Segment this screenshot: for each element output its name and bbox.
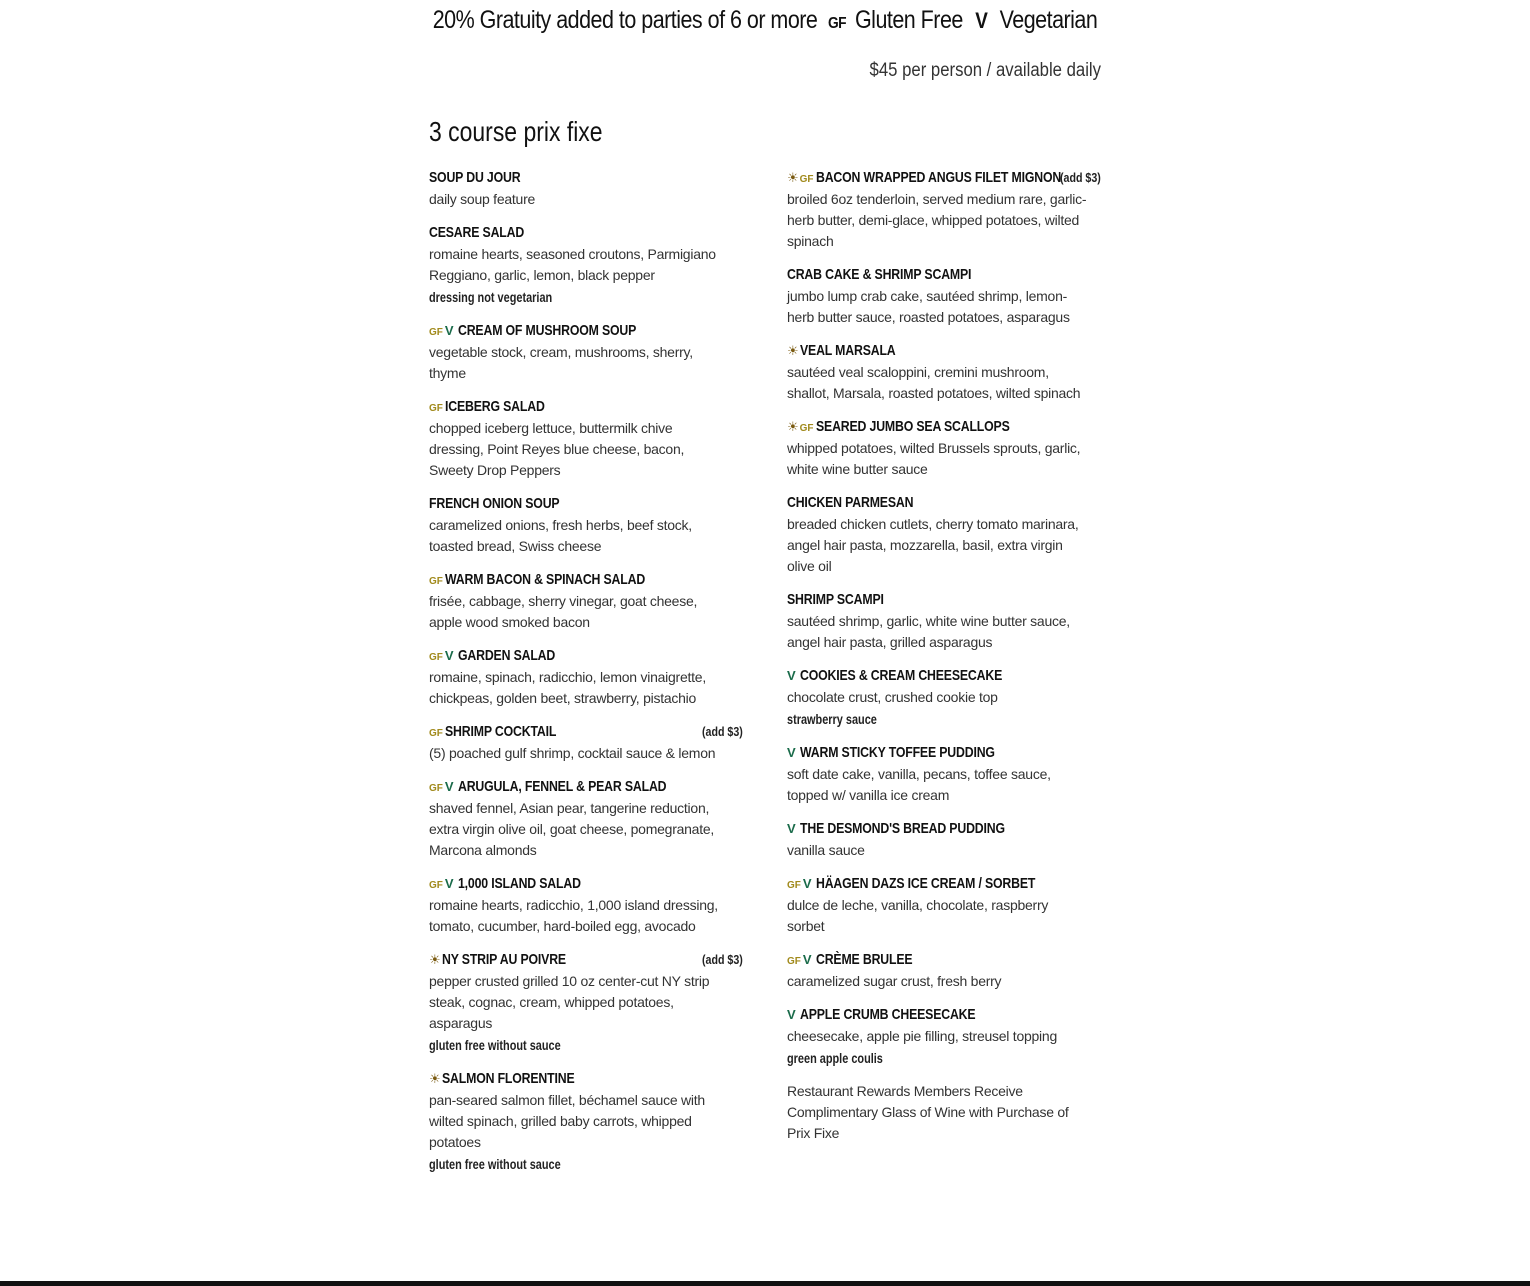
menu-item-description: frisée, cabbage, sherry vinegar, goat cheese, apple wood smoked bacon — [429, 593, 698, 630]
menu-item-header — [787, 817, 1101, 840]
menu-item-name: SHRIMP COCKTAIL — [444, 723, 557, 740]
menu-item-name: ICEBERG SALAD — [444, 398, 545, 415]
menu-item-soup-du-jour — [429, 166, 743, 210]
menu-item-header — [429, 948, 743, 971]
menu-item-crab-cake-shrimp-scampi — [787, 263, 1101, 328]
menu-item-description: chopped iceberg lettuce, buttermilk chive dressing, Point Reyes blue cheese, bacon, Sweety Drop Peppers — [429, 420, 685, 478]
vegetarian-icon: V — [787, 1007, 796, 1022]
dietary-tags — [429, 775, 458, 800]
menu-item-header — [429, 492, 743, 515]
menu-item-arugula-fennel-pear-salad — [429, 775, 743, 861]
vegetarian-icon: V — [787, 821, 796, 836]
dietary-tags — [429, 568, 445, 593]
menu-item-description: broiled 6oz tenderloin, served medium rare, garlic-herb butter, demi-glace, whipped potatoes, wilted spinach — [787, 191, 1087, 249]
menu-item-name: CHICKEN PARMESAN — [787, 494, 914, 511]
vegetarian-icon: V — [787, 745, 796, 760]
gluten-free-icon: GF — [429, 327, 443, 338]
vegetarian-icon: V — [444, 323, 454, 338]
dietary-tags — [787, 872, 816, 897]
gluten-free-legend-label: Gluten Free — [854, 6, 963, 34]
menu-item-cream-of-mushroom-soup — [429, 319, 743, 384]
menu-item-name: COOKIES & CREAM CHEESECAKE — [799, 667, 1002, 684]
menu-item-cookies-cream-cheesecake — [787, 664, 1101, 730]
menu-item-name: CREAM OF MUSHROOM SOUP — [457, 322, 636, 339]
dietary-tags — [429, 1067, 442, 1090]
menu-item-description: vanilla sauce — [787, 842, 865, 858]
menu-item-cr-me-brulee — [787, 948, 1101, 992]
menu-item-name: FRENCH ONION SOUP — [429, 495, 560, 512]
price-info: $45 per person / available daily — [869, 60, 1101, 81]
menu-item-description: jumbo lump crab cake, sautéed shrimp, lemon-herb butter sauce, roasted potatoes, asparagus — [787, 288, 1070, 325]
menu-item-name: BACON WRAPPED ANGUS FILET MIGNON — [815, 169, 1061, 186]
menu-item-french-onion-soup — [429, 492, 743, 557]
menu-item-name: THE DESMOND'S BREAD PUDDING — [799, 820, 1005, 837]
gluten-free-legend-icon: GF — [827, 15, 847, 32]
menu-item-header — [787, 664, 1101, 687]
dietary-tags — [787, 664, 800, 687]
left-menu-column — [429, 166, 743, 1186]
menu-item-header — [787, 491, 1101, 514]
gluten-free-icon: GF — [429, 403, 443, 414]
menu-item-description: pan-seared salmon fillet, béchamel sauce with wilted spinach, grilled baby carrots, whipped potatoes — [429, 1092, 705, 1150]
menu-item-description: soft date cake, vanilla, pecans, toffee sauce, topped w/ vanilla ice cream — [787, 766, 1051, 803]
menu-item-description: whipped potatoes, wilted Brussels sprouts, garlic, white wine butter sauce — [787, 440, 1081, 477]
menu-item-description: caramelized sugar crust, fresh berry — [787, 973, 1002, 989]
menu-item-header — [429, 872, 743, 895]
menu-item-description: cheesecake, apple pie filling, streusel topping — [787, 1028, 1057, 1044]
menu-item-surcharge: (add $3) — [702, 952, 743, 967]
gluten-free-icon: GF — [429, 783, 443, 794]
dietary-tags — [787, 1003, 800, 1026]
menu-item-description: romaine hearts, radicchio, 1,000 island dressing, tomato, cucumber, hard-boiled egg, avocado — [429, 897, 718, 934]
menu-item-header — [429, 1067, 743, 1090]
dietary-tags — [429, 948, 442, 971]
menu-item-name: VEAL MARSALA — [799, 342, 896, 359]
menu-item-header — [787, 1003, 1101, 1026]
vegetarian-legend-icon: V — [975, 8, 988, 33]
menu-item-surcharge: (add $3) — [702, 724, 743, 739]
menu-item-description: daily soup feature — [429, 191, 536, 207]
menu-item-apple-crumb-cheesecake — [787, 1003, 1101, 1069]
menu-item-header — [787, 588, 1101, 611]
section-title: 3 course prix fixe — [429, 116, 603, 147]
menu-item-header — [429, 568, 743, 591]
rewards-notice: Restaurant Rewards Members Receive Complimentary Glass of Wine with Purchase of Prix Fixe — [787, 1083, 1069, 1141]
gluten-free-icon: GF — [787, 880, 801, 891]
dietary-tags — [429, 319, 458, 344]
menu-item-name: SEARED JUMBO SEA SCALLOPS — [815, 418, 1010, 435]
menu-item-name: SHRIMP SCAMPI — [787, 591, 884, 608]
menu-item-header — [787, 415, 1101, 438]
menu-item-note: green apple coulis — [787, 1050, 883, 1066]
chef-special-sun-icon: ☀ — [429, 1071, 441, 1086]
menu-item-shrimp-cocktail — [429, 720, 743, 764]
footer-bar — [0, 1281, 1530, 1286]
menu-item-description: pepper crusted grilled 10 oz center-cut NY strip steak, cognac, cream, whipped potatoes, asparagus — [429, 973, 710, 1031]
vegetarian-icon: V — [802, 876, 812, 891]
menu-item-h-agen-dazs-ice-cream-sorbet — [787, 872, 1101, 937]
menu-item-header — [429, 166, 743, 189]
menu-item-description: shaved fennel, Asian pear, tangerine reduction, extra virgin olive oil, goat cheese, pomegranate, Marcona almonds — [429, 800, 715, 858]
menu-item-warm-bacon-spinach-salad — [429, 568, 743, 633]
vegetarian-icon: V — [444, 876, 454, 891]
menu-item-description: romaine, spinach, radicchio, lemon vinaigrette, chickpeas, golden beet, strawberry, pistachio — [429, 669, 706, 706]
chef-special-sun-icon: ☀ — [787, 343, 799, 358]
menu-item-name: HÄAGEN DAZS ICE CREAM / SORBET — [815, 875, 1035, 892]
gluten-free-icon: GF — [429, 652, 443, 663]
menu-item-ny-strip-au-poivre — [429, 948, 743, 1056]
gluten-free-icon: GF — [429, 880, 443, 891]
gluten-free-icon: GF — [429, 576, 443, 587]
menu-item-description: (5) poached gulf shrimp, cocktail sauce & lemon — [429, 745, 716, 761]
dietary-tags — [787, 166, 816, 191]
menu-item-header — [787, 339, 1101, 362]
menu-item-note: strawberry sauce — [787, 711, 877, 727]
menu-item-bacon-wrapped-angus-filet-mignon — [787, 166, 1101, 252]
vegetarian-icon: V — [444, 779, 454, 794]
dietary-tags — [429, 720, 445, 745]
menu-item-iceberg-salad — [429, 395, 743, 481]
menu-item-header — [787, 263, 1101, 286]
menu-item-name: ARUGULA, FENNEL & PEAR SALAD — [457, 778, 666, 795]
menu-item-surcharge: (add $3) — [1060, 170, 1101, 185]
chef-special-sun-icon: ☀ — [787, 419, 799, 434]
menu-item-header — [429, 775, 743, 798]
menu-item-seared-jumbo-sea-scallops — [787, 415, 1101, 480]
menu-item-header — [429, 395, 743, 418]
menu-item-name: NY STRIP AU POIVRE — [441, 951, 566, 968]
menu-item-header — [429, 221, 743, 244]
gluten-free-icon: GF — [799, 423, 814, 434]
menu-item-name: CRAB CAKE & SHRIMP SCAMPI — [787, 266, 972, 283]
chef-special-sun-icon: ☀ — [429, 952, 441, 967]
menu-item-header — [429, 319, 743, 342]
menu-item-name: APPLE CRUMB CHEESECAKE — [799, 1006, 976, 1023]
dietary-tags — [429, 644, 458, 669]
menu-item-header — [787, 872, 1101, 895]
menu-item-note: gluten free without sauce — [429, 1037, 561, 1053]
menu-item-note: dressing not vegetarian — [429, 289, 553, 305]
dietary-legend — [107, 6, 1423, 35]
dietary-tags — [787, 948, 816, 973]
menu-item-description: vegetable stock, cream, mushrooms, sherry, thyme — [429, 344, 693, 381]
menu-item-name: WARM STICKY TOFFEE PUDDING — [799, 744, 995, 761]
menu-item-shrimp-scampi — [787, 588, 1101, 653]
menu-item-salmon-florentine — [429, 1067, 743, 1175]
menu-item-cesare-salad — [429, 221, 743, 308]
dietary-tags — [787, 415, 816, 440]
menu-item-note: gluten free without sauce — [429, 1156, 561, 1172]
menu-item-header — [429, 720, 743, 743]
menu-item-description: caramelized onions, fresh herbs, beef stock, toasted bread, Swiss cheese — [429, 517, 692, 554]
menu-item-header — [787, 948, 1101, 971]
menu-item-description: sautéed shrimp, garlic, white wine butter sauce, angel hair pasta, grilled asparagus — [787, 613, 1070, 650]
menu-item-name: 1,000 ISLAND SALAD — [457, 875, 581, 892]
dietary-tags — [787, 339, 800, 362]
vegetarian-legend-label: Vegetarian — [999, 6, 1098, 34]
vegetarian-icon: V — [802, 952, 812, 967]
dietary-tags — [429, 395, 445, 420]
dietary-tags — [787, 817, 800, 840]
menu-item-description: breaded chicken cutlets, cherry tomato marinara, angel hair pasta, mozzarella, basil, extra virgin olive oil — [787, 516, 1079, 574]
dietary-tags — [787, 741, 800, 764]
chef-special-sun-icon: ☀ — [787, 170, 799, 185]
menu-item-name: SOUP DU JOUR — [429, 169, 521, 186]
menu-item-name: SALMON FLORENTINE — [441, 1070, 575, 1087]
dietary-tags — [429, 872, 458, 897]
menu-item-description: romaine hearts, seasoned croutons, Parmigiano Reggiano, garlic, lemon, black pepper — [429, 246, 716, 283]
right-menu-column — [787, 166, 1101, 1144]
menu-item-1-000-island-salad — [429, 872, 743, 937]
menu-item-name: CESARE SALAD — [429, 224, 525, 241]
menu-item-header — [787, 741, 1101, 764]
gluten-free-icon: GF — [799, 174, 814, 185]
menu-item-the-desmond-s-bread-pudding — [787, 817, 1101, 861]
gluten-free-icon: GF — [429, 728, 443, 739]
menu-item-name: WARM BACON & SPINACH SALAD — [444, 571, 645, 588]
menu-item-description: chocolate crust, crushed cookie top — [787, 689, 998, 705]
gluten-free-icon: GF — [787, 956, 801, 967]
vegetarian-icon: V — [787, 668, 796, 683]
menu-item-warm-sticky-toffee-pudding — [787, 741, 1101, 806]
menu-item-description: dulce de leche, vanilla, chocolate, raspberry sorbet — [787, 897, 1049, 934]
menu-item-name: CRÈME BRULEE — [815, 951, 913, 968]
menu-item-description: sautéed veal scaloppini, cremini mushroom, shallot, Marsala, roasted potatoes, wilted spinach — [787, 364, 1081, 401]
gratuity-notice: 20% Gratuity added to parties of 6 or more — [432, 6, 818, 34]
menu-item-header — [429, 644, 743, 667]
menu-item-garden-salad — [429, 644, 743, 709]
menu-item-name: GARDEN SALAD — [457, 647, 555, 664]
menu-item-header — [787, 166, 1101, 189]
menu-item-chicken-parmesan — [787, 491, 1101, 577]
menu-item-veal-marsala — [787, 339, 1101, 404]
vegetarian-icon: V — [444, 648, 454, 663]
